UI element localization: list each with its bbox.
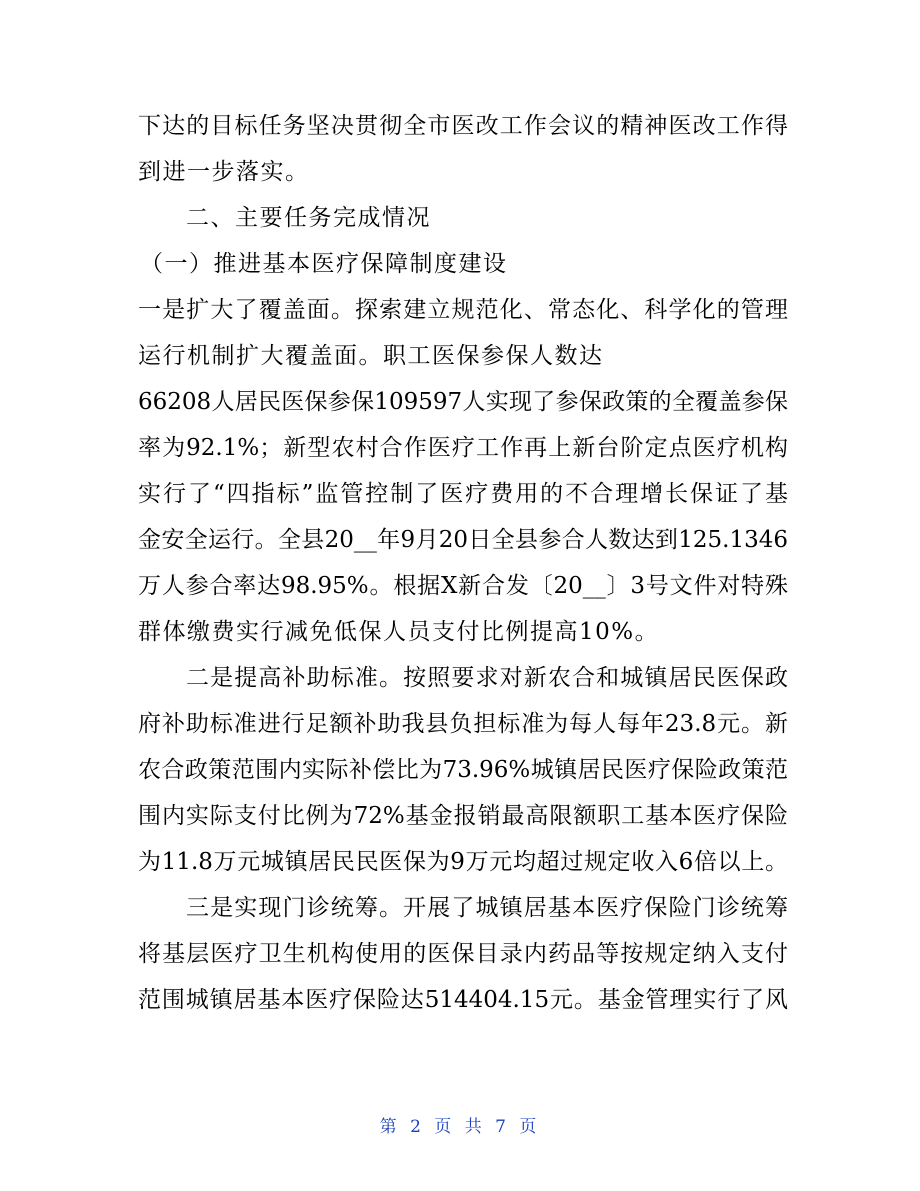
text-line-9: 实行了“四指标”监管控制了医疗费用的不合理增长保证了基 (138, 481, 788, 507)
text-line-10: 金安全运行。全县20__年9月20日全县参合人数达到125.1346 (138, 527, 788, 553)
text-line-7: 66208人居民医保参保109597人实现了参保政策的全覆盖参保 (138, 389, 788, 415)
page-number-footer: 第 2 页 共 7 页 (379, 1117, 541, 1137)
text-line-6: 运行机制扩大覆盖面。职工医保参保人数达 (138, 343, 604, 369)
section-heading: 二、主要任务完成情况 (186, 205, 431, 231)
paragraph-2-line-5: 为11.8万元城镇居民民医保为9万元均超过规定收入6倍以上。 (138, 849, 788, 875)
text-line-1: 下达的目标任务坚决贯彻全市医改工作会议的精神医改工作得 (138, 113, 788, 139)
text-line-11: 万人参合率达98.95%。根据X新合发〔20__〕3号文件对特殊 (138, 573, 788, 599)
subsection-heading: （一）推进基本医疗保障制度建设 (140, 251, 508, 277)
paragraph-2-line-2: 府补助标准进行足额补助我县负担标准为每人每年23.8元。新 (138, 711, 788, 737)
text-line-8: 率为92.1%；新型农村合作医疗工作再上新台阶定点医疗机构 (138, 435, 788, 461)
text-line-12: 群体缴费实行减免低保人员支付比例提高10%。 (138, 619, 660, 645)
paragraph-2-line-4: 围内实际支付比例为72%基金报销最高限额职工基本医疗保险 (138, 803, 788, 829)
text-line-5: 一是扩大了覆盖面。探索建立规范化、常态化、科学化的管理 (138, 297, 788, 323)
text-line-2: 到进一步落实。 (138, 159, 310, 185)
paragraph-3-line-1: 三是实现门诊统筹。开展了城镇居基本医疗保险门诊统筹 (186, 895, 788, 921)
paragraph-2-line-1: 二是提高补助标准。按照要求对新农合和城镇居民医保政 (186, 665, 788, 691)
paragraph-3-line-3: 范围城镇居基本医疗保险达514404.15元。基金管理实行了风 (138, 987, 788, 1013)
paragraph-3-line-2: 将基层医疗卫生机构使用的医保目录内药品等按规定纳入支付 (138, 941, 788, 967)
paragraph-2-line-3: 农合政策范围内实际补偿比为73.96%城镇居民医疗保险政策范 (138, 757, 788, 783)
